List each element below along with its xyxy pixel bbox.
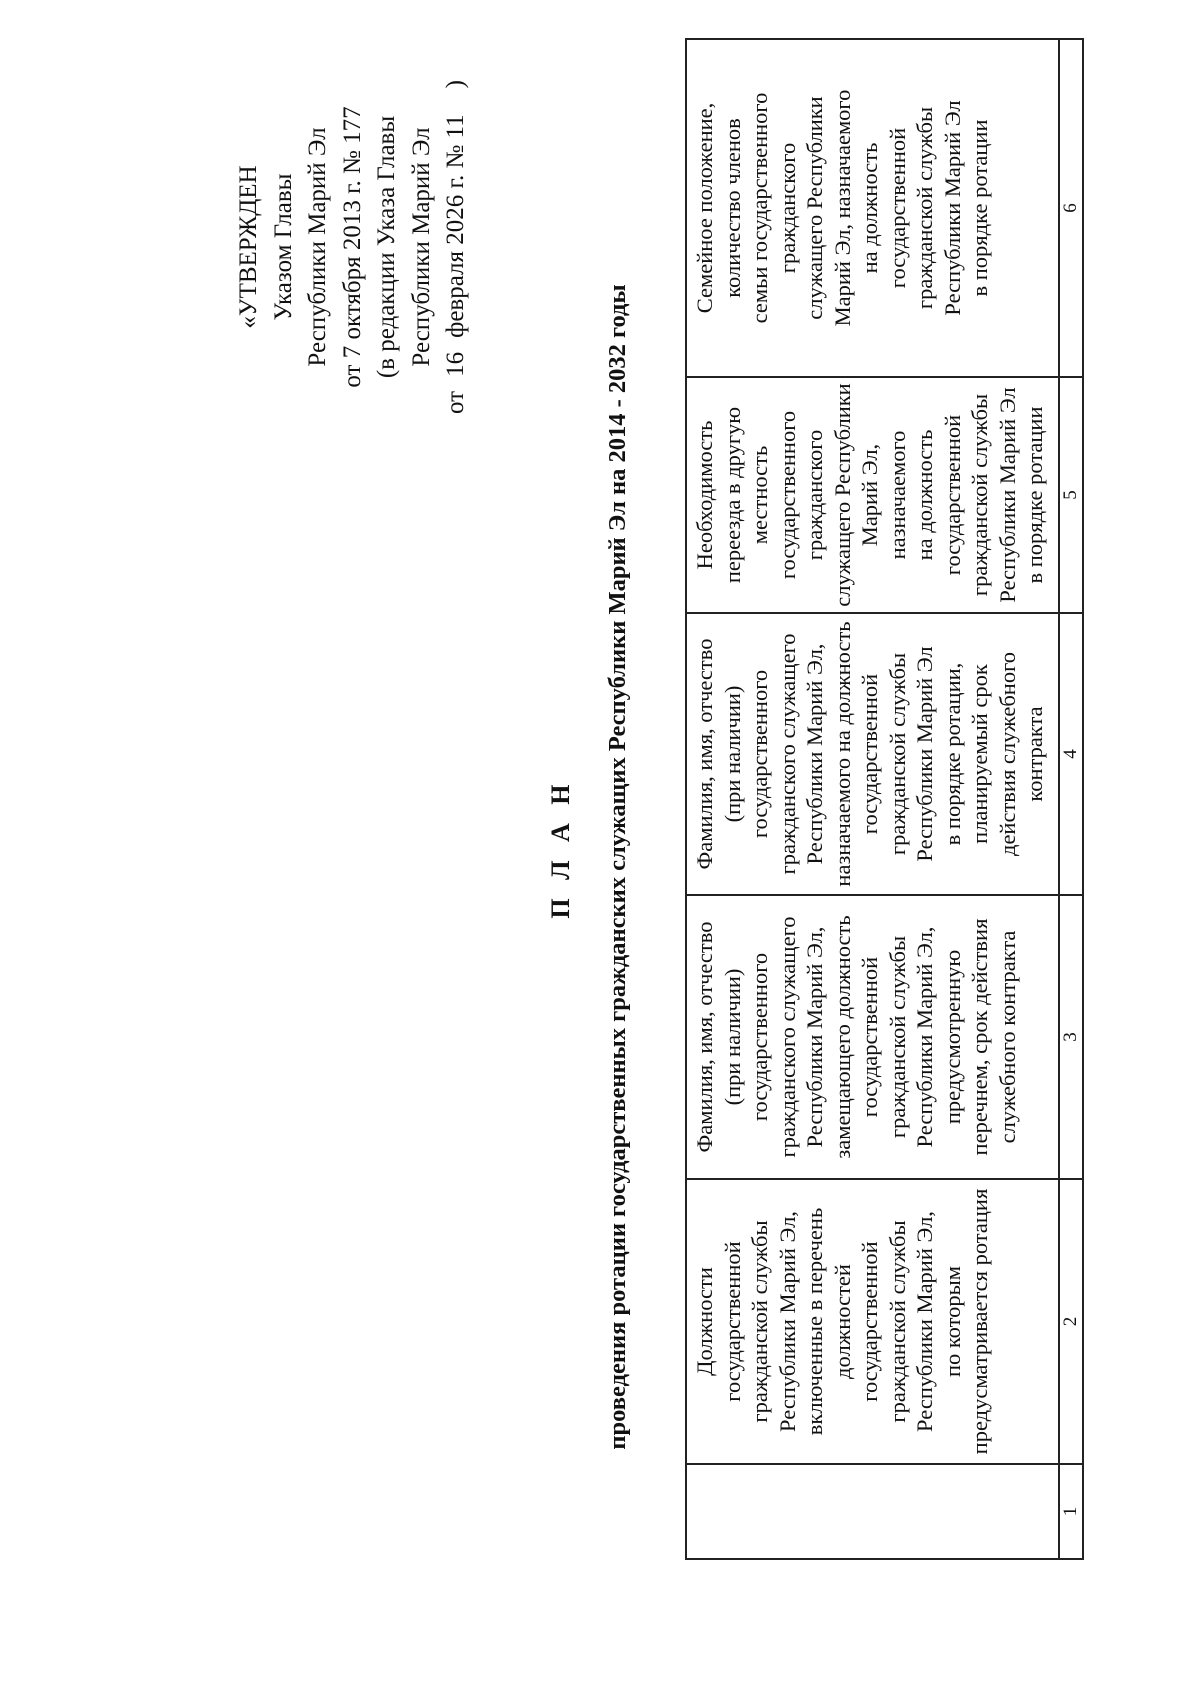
approval-stamp-line: Республики Марий Эл bbox=[304, 127, 331, 367]
rotation-plan-table bbox=[685, 38, 1084, 1560]
column-header-1 bbox=[686, 1464, 1059, 1559]
column-header-3: Фамилия, имя, отчество (при наличии) государственного гражданского служащего Республики Марий Эл, замещающего должность государственной гражданской службы Республики Марий Эл, предусмотренную перечнем, срок действия служебного контракта bbox=[686, 895, 1059, 1179]
column-number-cell: 2 bbox=[1059, 1179, 1083, 1464]
plan-heading: П Л А Н bbox=[546, 778, 575, 919]
decree-number: 11 bbox=[442, 114, 469, 139]
column-number-cell: 1 bbox=[1059, 1464, 1083, 1559]
closing-parenthesis: ) bbox=[442, 80, 469, 89]
column-number-cell: 4 bbox=[1059, 613, 1083, 895]
column-number-row bbox=[1059, 39, 1083, 1559]
approval-stamp-line: «УТВЕРЖДЕН bbox=[235, 165, 262, 329]
column-number-cell: 3 bbox=[1059, 895, 1083, 1179]
date-month-year: февраля 2026 г. № bbox=[442, 144, 469, 338]
column-header-5: Необходимость переезда в другую местность государственного гражданского служащего Республики Марий Эл, назначаемого на должность государственной гражданской службы Республики Марий Эл в порядке ротации bbox=[686, 377, 1059, 613]
date-day: 16 bbox=[442, 351, 469, 377]
approval-stamp-line: (в редакции Указа Главы bbox=[373, 115, 400, 379]
approval-stamp bbox=[232, 37, 474, 457]
approval-stamp-line: от 7 октября 2013 г. № 177 bbox=[338, 106, 366, 388]
table-header-row bbox=[686, 39, 1059, 1559]
column-header-4: Фамилия, имя, отчество (при наличии) государственного гражданского служащего Республики Марий Эл, назначаемого на должность государственной гражданской службы Республики Марий Эл в порядке ротации, планируемый срок действия служебного контракта bbox=[686, 613, 1059, 895]
plan-subtitle: проведения ротации государственных гражданских служащих Республики Марий Эл на 2014 - 2032 годы bbox=[604, 284, 631, 1450]
approval-stamp-date-line bbox=[439, 37, 474, 457]
approval-stamp-line: Указом Главы bbox=[269, 173, 297, 321]
approval-stamp-line: Республики Марий Эл bbox=[407, 127, 435, 367]
column-number-cell: 6 bbox=[1059, 39, 1083, 377]
column-header-6: Семейное положение, количество членов семьи государственного гражданского служащего Республики Марий Эл, назначаемого на должность государственной гражданской службы Республики Марий Эл в порядке ротации bbox=[686, 39, 1059, 377]
column-number-cell: 5 bbox=[1059, 377, 1083, 613]
date-prefix: от bbox=[442, 390, 469, 414]
column-header-2: Должности государственной гражданской службы Республики Марий Эл, включенные в перечень должностей государственной гражданской службы Республики Марий Эл, по которым предусматривается ротация bbox=[686, 1179, 1059, 1464]
